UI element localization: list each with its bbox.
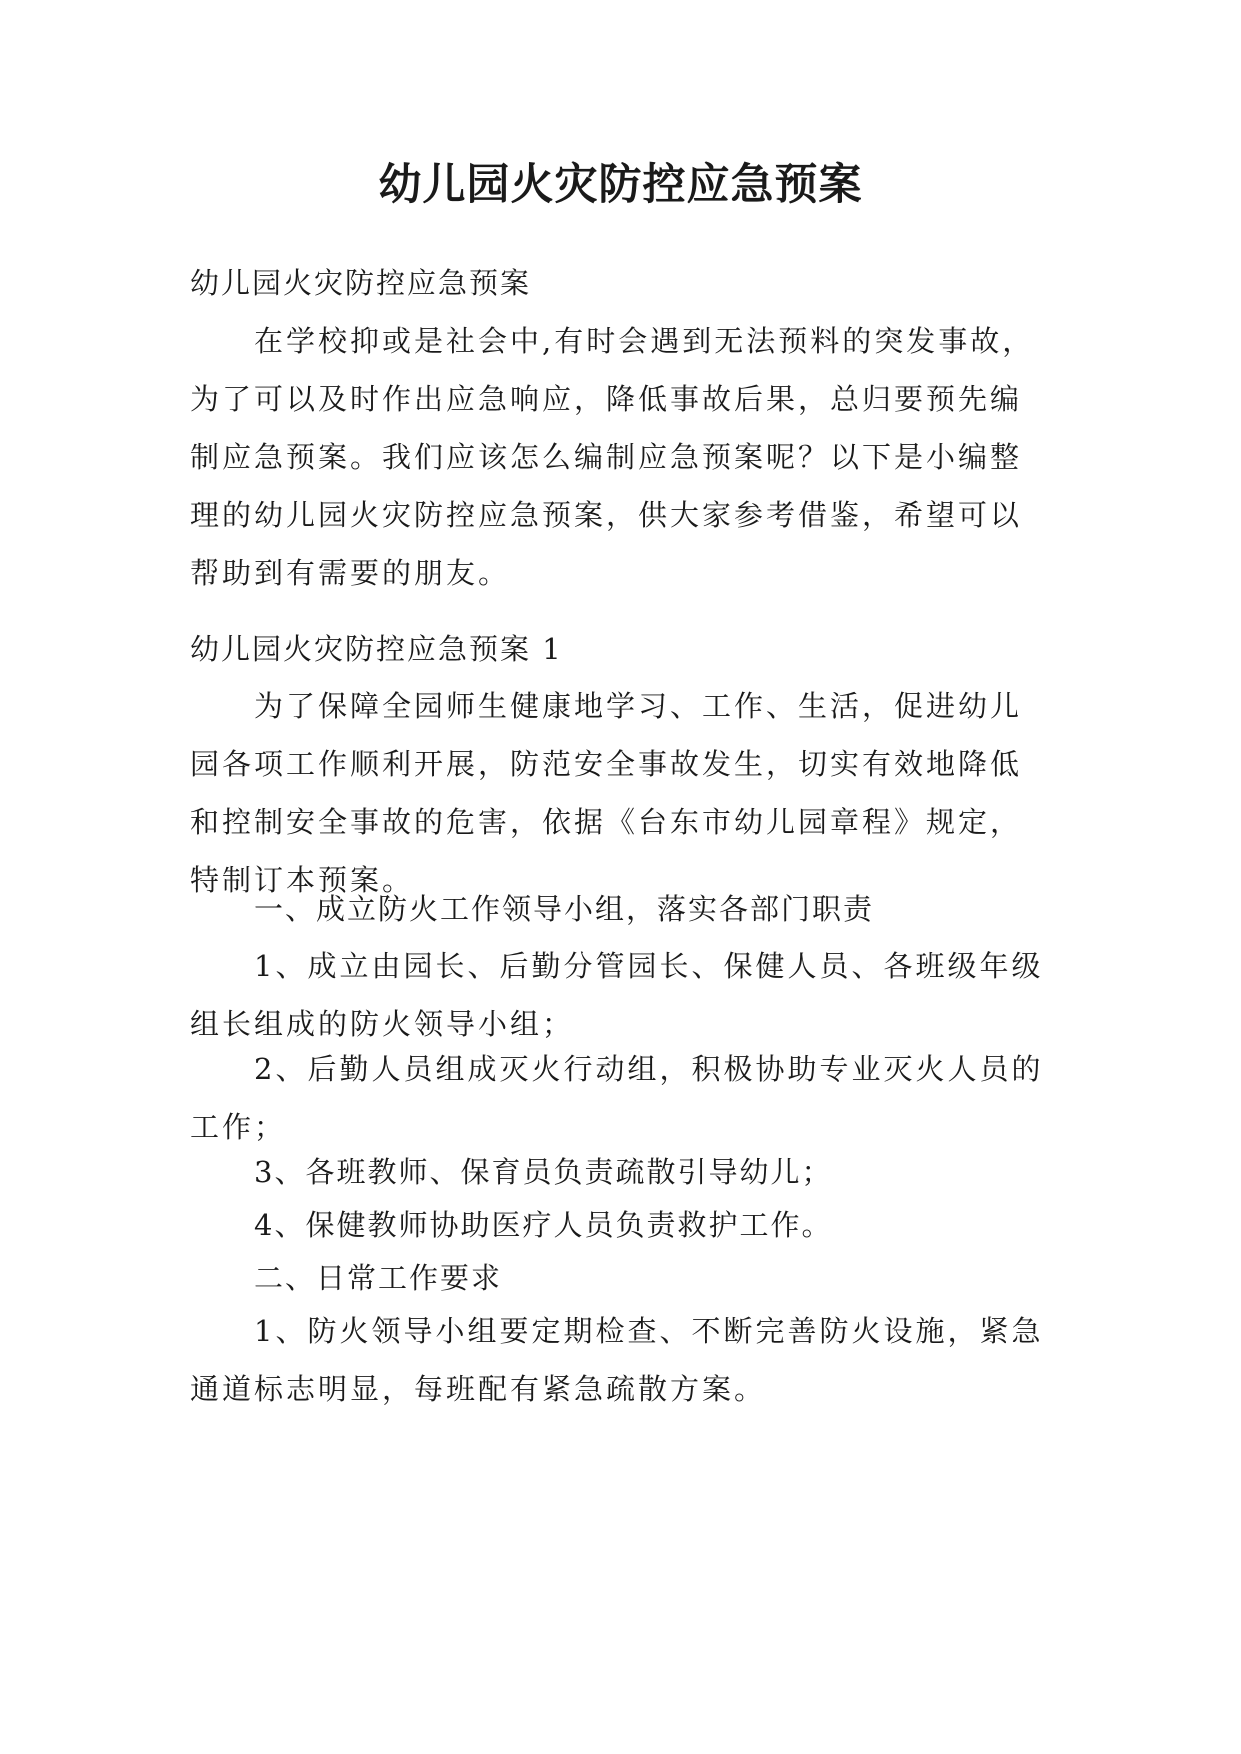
part-heading-2: 二、日常工作要求 xyxy=(254,1261,503,1295)
part1-item-1: 1、成立由园长、后勤分管园长、保健人员、各班级年级组长组成的防火领导小组； xyxy=(190,949,1044,1041)
part1-item-2: 2、后勤人员组成灭火行动组，积极协助专业灭火人员的工作； xyxy=(190,1052,1044,1144)
intro-heading: 幼儿园火灾防控应急预案 xyxy=(190,266,532,300)
part2-item-1: 1、防火领导小组要定期检查、不断完善防火设施，紧急通道标志明显，每班配有紧急疏散方案。 xyxy=(190,1314,1044,1406)
part1-item-3: 3、各班教师、保育员负责疏散引导幼儿； xyxy=(254,1155,833,1189)
document-title: 幼儿园火灾防控应急预案 xyxy=(378,160,863,210)
intro-paragraph: 在学校抑或是社会中,有时会遇到无法预料的突发事故，为了可以及时作出应急响应，降低事故后果，总归要预先编制应急预案。我们应该怎么编制应急预案呢？以下是小编整理的幼儿园火灾防控应急预案，供大家参考借鉴，希望可以帮助到有需要的朋友。 xyxy=(190,324,1035,590)
part-heading-1: 一、成立防火工作领导小组，落实各部门职责 xyxy=(254,892,875,926)
section-heading: 幼儿园火灾防控应急预案 1 xyxy=(190,632,563,666)
section-paragraph: 为了保障全园师生健康地学习、工作、生活，促进幼儿园各项工作顺利开展，防范安全事故发生，切实有效地降低和控制安全事故的危害，依据《台东市幼儿园章程》规定，特制订本预案。 xyxy=(190,689,1023,897)
part1-item-4: 4、保健教师协助医疗人员负责救护工作。 xyxy=(254,1208,833,1242)
